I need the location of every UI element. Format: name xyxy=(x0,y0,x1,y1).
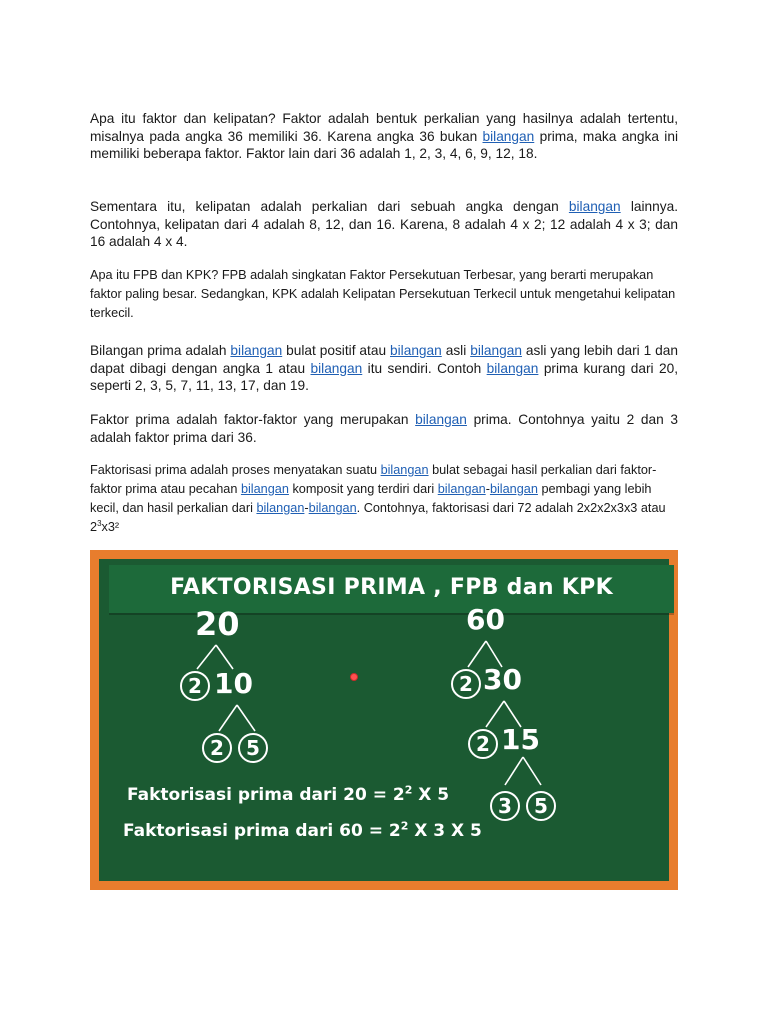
link-bilangan[interactable]: bilangan xyxy=(482,128,535,144)
tree2-root: 60 xyxy=(466,603,505,636)
result-text: X 5 xyxy=(412,785,450,805)
text: asli yang lebih dari 1 dan dapat dibagi dengan angka 1 atau xyxy=(90,343,678,376)
result-text: Faktorisasi prima dari 60 = 2 xyxy=(123,821,401,841)
text: bulat positif atau xyxy=(282,343,391,358)
text: prima, maka angka ini memiliki beberapa faktor. Faktor lain dari 36 adalah 1, 2, 3, 4, 6, 9, 12, 18. xyxy=(90,128,678,161)
tree2-node: 15 xyxy=(501,723,540,756)
text: Faktorisasi prima adalah proses menyatakan suatu xyxy=(90,463,381,477)
paragraph-faktor-kelipatan xyxy=(90,110,678,163)
text: itu sendiri. Contoh xyxy=(362,360,487,376)
link-bilangan[interactable]: bilangan xyxy=(240,482,289,496)
branch-line xyxy=(216,645,233,669)
tree2-node: 30 xyxy=(483,663,522,696)
text: Apa itu FPB dan KPK? FPB adalah singkatan Faktor Persekutuan Terbesar, yang berarti merupakan faktor paling besar. Sedangkan, KPK adalah Kelipatan Persekutuan Terkecil untuk mengetahui kelipatan terkecil. xyxy=(90,268,676,320)
laser-pointer-dot xyxy=(350,673,358,681)
result-exponent: 2 xyxy=(404,783,413,797)
link-bilangan[interactable]: bilangan xyxy=(437,482,486,496)
paragraph-bilangan-prima xyxy=(90,342,678,395)
tree2-prime-factor-circle: 3 xyxy=(490,791,520,821)
text: prima. Contohnya yaitu 2 dan 3 adalah faktor prima dari 36. xyxy=(90,412,678,445)
result-line-60 xyxy=(123,821,482,841)
branch-line xyxy=(197,645,216,669)
text: bulat sebagai hasil perkalian dari faktor-faktor prima atau pecahan xyxy=(90,463,657,496)
text: Sementara itu, kelipatan adalah perkalian dari sebuah angka dengan xyxy=(90,199,569,214)
text: prima kurang dari 20, seperti 2, 3, 5, 7, 11, 13, 17, dan 19. xyxy=(90,360,678,393)
link-bilangan[interactable]: bilangan xyxy=(390,343,442,358)
text: - xyxy=(304,501,309,515)
link-bilangan[interactable]: bilangan xyxy=(486,360,539,376)
text: lainnya. Contohnya, kelipatan dari 4 adalah 8, 12, dan 16. Karena, 8 adalah 4 x 2; 12 adalah 4 x 3; dan 16 adalah 4 x 4. xyxy=(90,199,679,249)
branch-line xyxy=(219,705,237,731)
paragraph-faktor-prima xyxy=(90,411,678,446)
paragraph-fpb-kpk xyxy=(90,266,678,323)
board-title: FAKTORISASI PRIMA , FPB dan KPK xyxy=(170,575,613,600)
tree1-root: 20 xyxy=(195,605,240,643)
link-bilangan[interactable]: bilangan xyxy=(310,360,363,376)
link-bilangan[interactable]: bilangan xyxy=(256,501,305,515)
text: . Contohnya, faktorisasi dari 72 adalah 2x2x2x3x3 atau 2 xyxy=(90,501,666,534)
text: - xyxy=(485,482,490,496)
result-text: Faktorisasi prima dari 20 = 2 xyxy=(127,785,405,805)
tree1-prime-factor-circle: 5 xyxy=(238,733,268,763)
chalkboard-image xyxy=(90,550,678,890)
branch-line xyxy=(237,705,255,731)
result-exponent: 2 xyxy=(400,819,409,833)
tree1-prime-factor-circle: 2 xyxy=(180,671,210,701)
link-bilangan[interactable]: bilangan xyxy=(415,412,467,427)
text: komposit yang terdiri dari xyxy=(288,482,438,496)
tree2-prime-factor-circle: 5 xyxy=(526,791,556,821)
text: Bilangan prima adalah xyxy=(90,343,231,358)
tree1-node: 10 xyxy=(214,667,253,700)
link-bilangan[interactable]: bilangan xyxy=(308,501,357,515)
branch-line xyxy=(505,757,523,785)
link-bilangan[interactable]: bilangan xyxy=(380,463,429,477)
text: Apa itu faktor dan kelipatan? Faktor adalah bentuk perkalian yang hasilnya adalah tertentu, misalnya pada angka 36 memiliki 36. Karena angka 36 bukan xyxy=(90,111,678,144)
tree1-prime-factor-circle: 2 xyxy=(202,733,232,763)
link-bilangan[interactable]: bilangan xyxy=(470,343,522,358)
tree2-prime-factor-circle: 2 xyxy=(468,729,498,759)
text: Faktor prima adalah faktor-faktor yang merupakan xyxy=(90,412,416,427)
result-line-20 xyxy=(127,785,449,805)
text: pembagi yang lebih kecil, dan hasil perkalian dari xyxy=(90,482,652,515)
chalkboard-surface xyxy=(99,559,669,881)
link-bilangan[interactable]: bilangan xyxy=(489,482,538,496)
paragraph-faktorisasi-prima xyxy=(90,461,678,537)
tree2-prime-factor-circle: 2 xyxy=(451,669,481,699)
text: asli xyxy=(441,343,471,358)
branch-line xyxy=(523,757,541,785)
paragraph-kelipatan xyxy=(90,198,678,251)
result-text: X 3 X 5 xyxy=(408,821,482,841)
link-bilangan[interactable]: bilangan xyxy=(568,199,621,214)
superscript: 3 xyxy=(97,518,102,528)
text: x3² xyxy=(101,520,120,534)
link-bilangan[interactable]: bilangan xyxy=(230,343,283,358)
